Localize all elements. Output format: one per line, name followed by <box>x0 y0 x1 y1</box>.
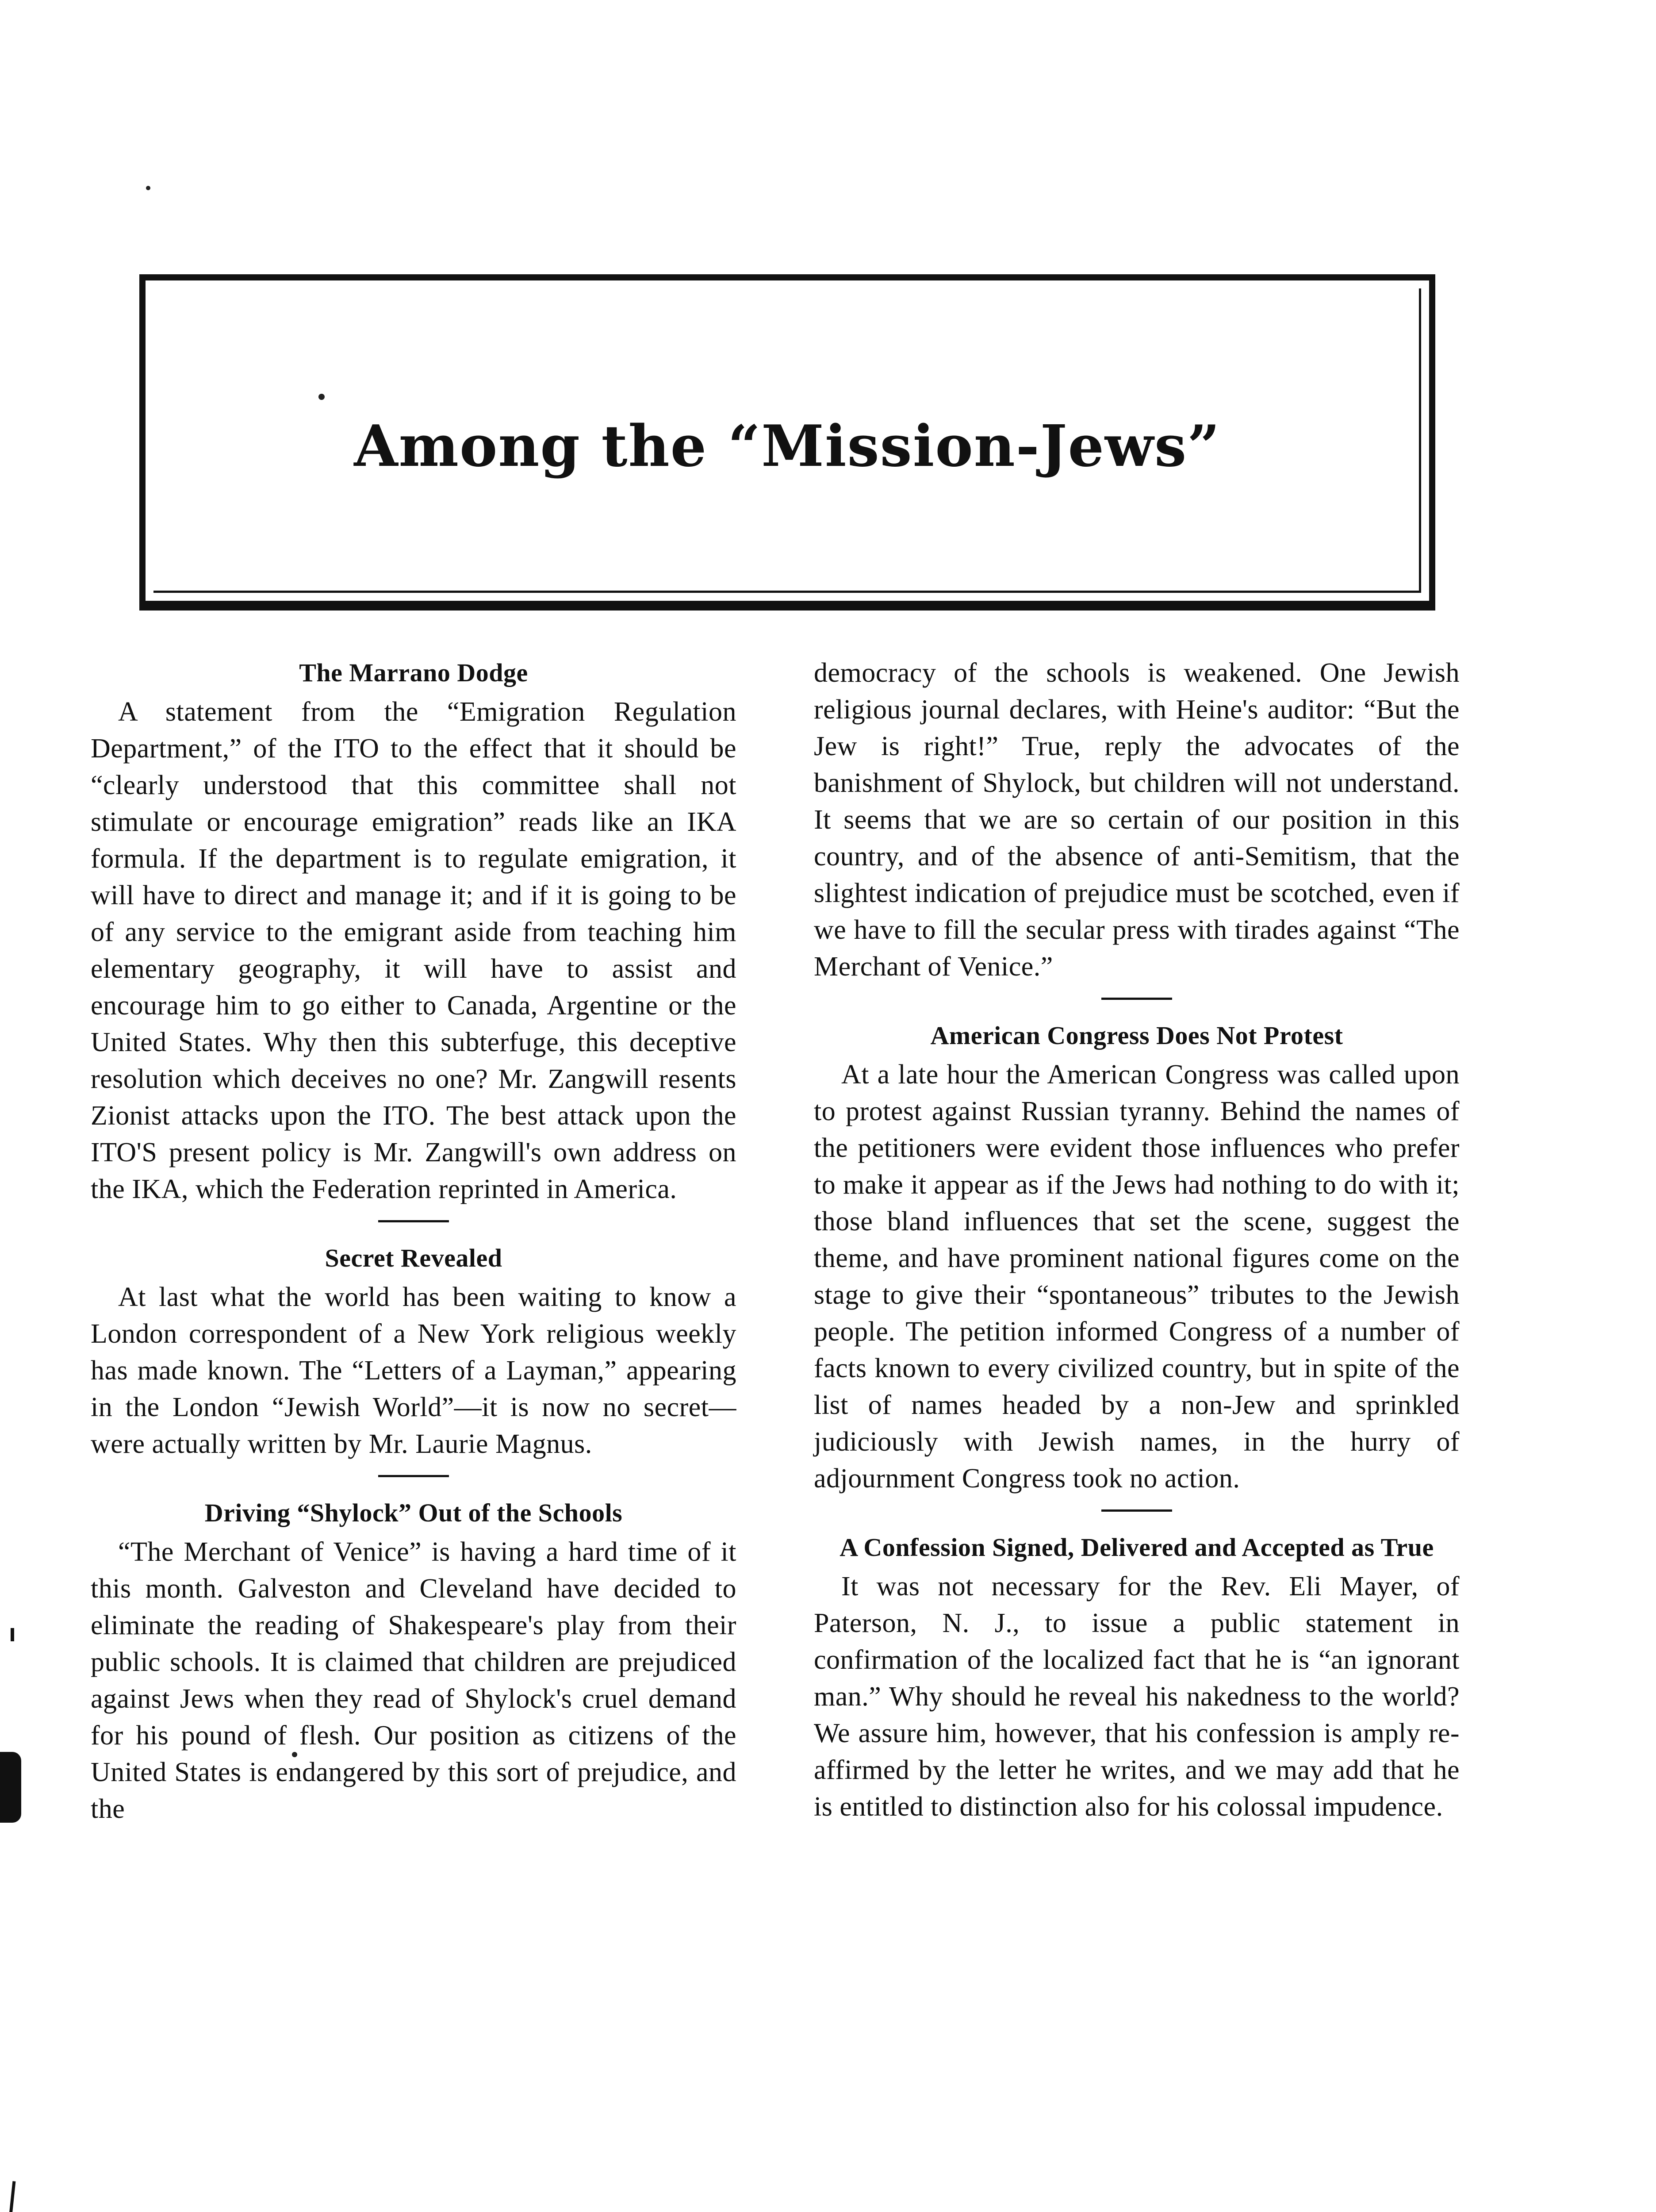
title-frame <box>139 274 1435 611</box>
right-column <box>814 655 1460 1825</box>
scan-edge-mark <box>4 2181 16 2212</box>
scan-speck <box>292 1752 297 1757</box>
article-driving-shylock-part2: democracy of the schools is weakened. One Jewish religious journal declares, with Heine's auditor: “But the Jew is right!” True, reply the advocates of the banishment of Shylock, but children will not understand. It seems that we are so certain of our position in this country, and of the absence of anti-Semitism, that the slightest indication of prejudice must be scotched, even if we have to fill the secular press with tirades against “The Merchant of Venice.” <box>814 658 1460 982</box>
article-american-congress: At a late hour the American Congress was called upon to protest against Russian tyranny. Behind the names of the petitioners were evident those influences who prefer to make it appear as if the Jews had nothing to do with it; those bland influences that set the scene, suggest the theme, and have prominent national figures come on the stage to give their “spontaneous” tributes to the Jewish people. The petition informed Congress of a number of facts known to every civilized country, but in spite of the list of names headed by a non-Jew and sprinkled judiciously with Jewish names, in the hurry of adjournment Congress took no action. <box>814 1060 1460 1494</box>
heading-secret-revealed: Secret Revealed <box>325 1244 502 1272</box>
heading-confession: A Confession Signed, Delivered and Accepted as True <box>840 1533 1434 1562</box>
scan-speck <box>146 186 150 190</box>
heading-american-congress: American Congress Does Not Protest <box>930 1021 1343 1050</box>
section-divider <box>378 1475 449 1477</box>
page-title: Among the “Mission-Jews” <box>354 413 1221 480</box>
heading-driving-shylock: Driving “Shylock” Out of the Schools <box>204 1498 623 1527</box>
left-column <box>91 655 736 1828</box>
article-secret-revealed: At last what the world has been waiting to know a London correspondent of a New York religious weekly has made known. The “Letters of a Layman,” appearing in the London “Jewish World”—it is now no secret—were actually written by Mr. Laurie Magnus. <box>91 1282 736 1459</box>
article-confession: It was not necessary for the Rev. Eli Mayer, of Paterson, N. J., to issue a public statement in confirmation of the localized fact that he is “an ignorant man.” Why should he reveal his nakedness to the world? We assure him, however, that his confession is amply re-affirmed by the letter he writes, and we may add that he is entitled to distinction also for his colossal impudence. <box>814 1571 1460 1822</box>
section-divider <box>378 1220 449 1222</box>
scan-edge-mark <box>0 1752 21 1823</box>
article-driving-shylock-part1: “The Merchant of Venice” is having a hard time of it this month. Galveston and Cleveland have decided to eliminate the reading of Shakespeare's play from their public schools. It is claimed that children are prejudiced against Jews when they read of Shylock's cruel demand for his pound of flesh. Our position as citizens of the United States is endangered by this sort of prejudice, and the <box>91 1537 736 1824</box>
article-marrano-dodge: A statement from the “Emigration Regulation Department,” of the ITO to the effect that it should be “clearly understood that this committee shall not stimulate or encourage emigration” reads like an IKA formula. If the department is to regulate emigration, it will have to direct and manage it; and if it is going to be of any service to the emigrant aside from teaching him elementary geography, it will have to assist and encourage him to go either to Canada, Argentine or the United States. Why then this subterfuge, this deceptive resolution which deceives no one? Mr. Zangwill resents Zionist attacks upon the ITO. The best attack upon the ITO'S present policy is Mr. Zangwill's own address on the IKA, which the Federation reprinted in America. <box>91 697 736 1204</box>
scan-edge-mark <box>11 1628 14 1641</box>
scan-speck <box>318 394 325 400</box>
heading-marrano-dodge: The Marrano Dodge <box>299 658 528 687</box>
section-divider <box>1101 998 1172 1000</box>
section-divider <box>1101 1509 1172 1512</box>
